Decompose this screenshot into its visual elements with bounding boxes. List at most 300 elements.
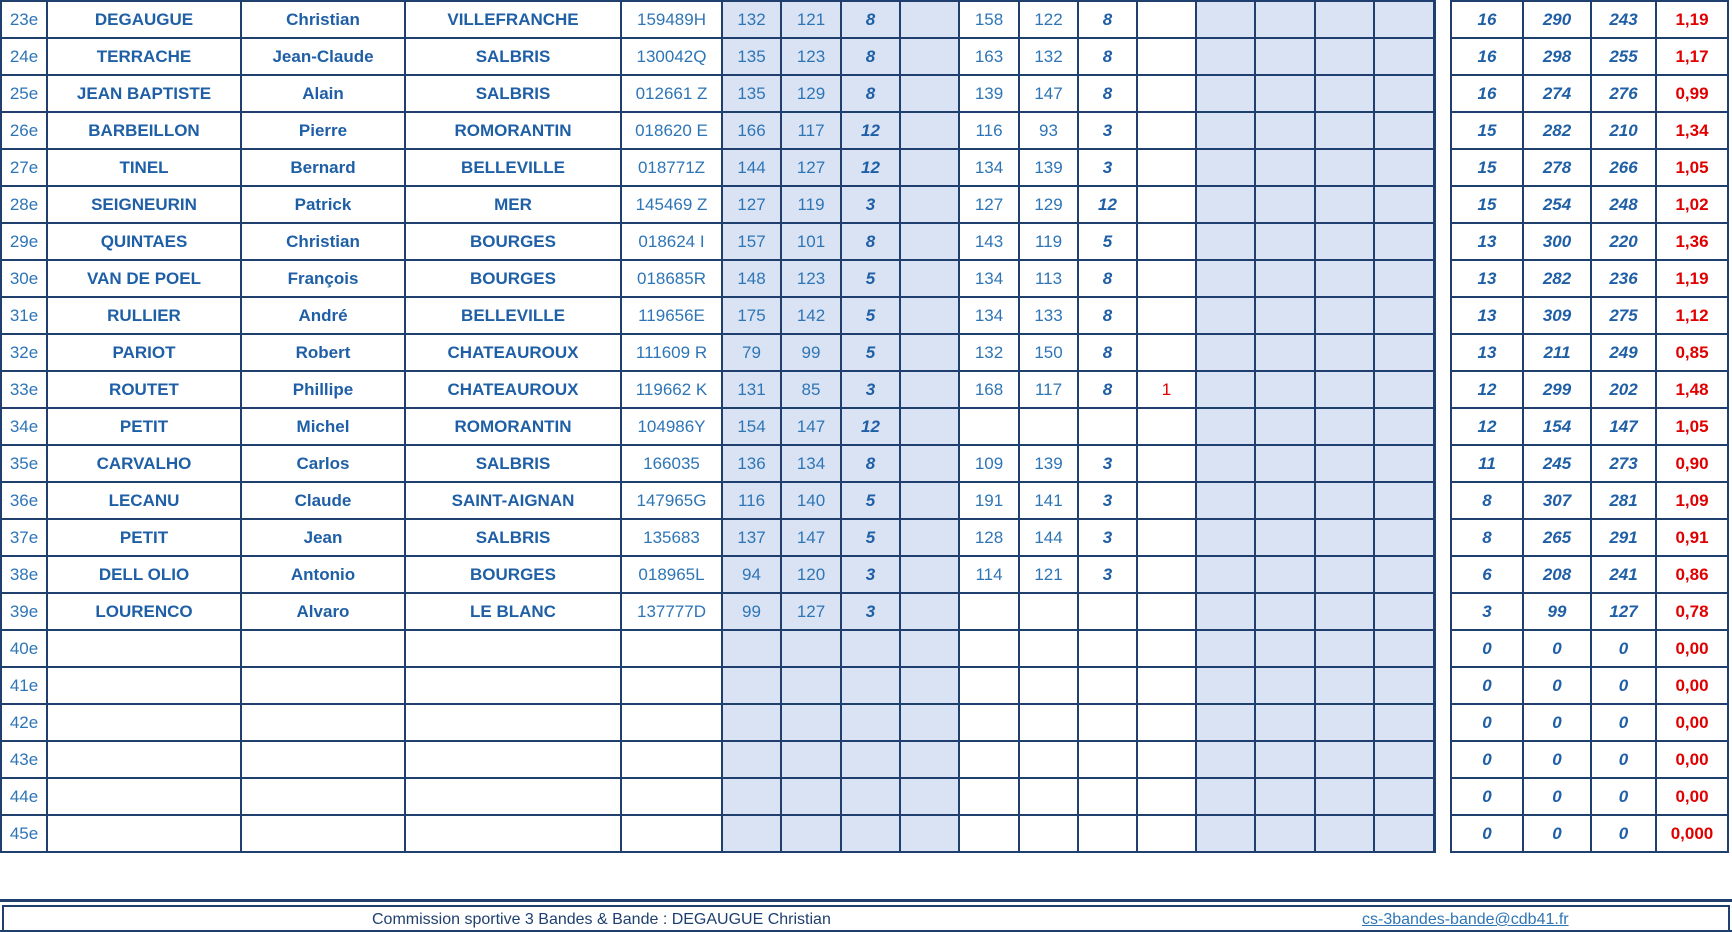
round3-empty-cell	[1315, 334, 1374, 371]
total-reprises-cell: 147	[1591, 408, 1656, 445]
separator-cell	[1434, 815, 1451, 852]
round3-empty-cell	[1255, 704, 1315, 741]
round1-match-points-cell	[841, 741, 900, 778]
round2-match-points-cell: 3	[1078, 482, 1137, 519]
average-cell: 0,78	[1656, 593, 1728, 630]
separator-cell	[1434, 186, 1451, 223]
round2-match-points-cell: 5	[1078, 223, 1137, 260]
club-cell	[405, 630, 621, 667]
round1-match-points-cell: 5	[841, 260, 900, 297]
separator-cell	[1434, 704, 1451, 741]
round1-reprises-cell: 117	[781, 112, 841, 149]
round1-match-points-cell: 12	[841, 408, 900, 445]
round1-reprises-cell: 127	[781, 149, 841, 186]
separator-cell	[1434, 778, 1451, 815]
round3-empty-cell	[1255, 778, 1315, 815]
total-reprises-cell: 0	[1591, 815, 1656, 852]
round3-empty-cell	[1196, 593, 1255, 630]
round3-empty-cell	[1315, 519, 1374, 556]
round1-points-cell	[722, 778, 781, 815]
marker-cell	[1137, 408, 1196, 445]
license-cell: 147965G	[621, 482, 722, 519]
round1-reprises-cell	[781, 778, 841, 815]
round3-empty-cell	[1255, 445, 1315, 482]
round1-reprises-cell: 129	[781, 75, 841, 112]
table-row	[1, 741, 1728, 778]
round3-empty-cell	[1196, 260, 1255, 297]
table-row	[1, 667, 1728, 704]
round1-reprises-cell	[781, 741, 841, 778]
round2-match-points-cell	[1078, 815, 1137, 852]
total-reprises-cell: 243	[1591, 1, 1656, 38]
player-firstname-cell: François	[241, 260, 405, 297]
round2-match-points-cell: 12	[1078, 186, 1137, 223]
table-row	[1, 149, 1728, 186]
total-points-cell: 274	[1523, 75, 1591, 112]
round3-empty-cell	[1196, 556, 1255, 593]
rank-cell: 38e	[1, 556, 47, 593]
round3-empty-cell	[1315, 260, 1374, 297]
player-firstname-cell: Robert	[241, 334, 405, 371]
rank-cell: 44e	[1, 778, 47, 815]
average-cell: 1,02	[1656, 186, 1728, 223]
round1-match-points-cell: 3	[841, 593, 900, 630]
player-name-cell: QUINTAES	[47, 223, 241, 260]
marker-cell	[1137, 630, 1196, 667]
round3-empty-cell	[1315, 186, 1374, 223]
average-cell: 0,00	[1656, 741, 1728, 778]
player-name-cell: CARVALHO	[47, 445, 241, 482]
license-cell: 018624 I	[621, 223, 722, 260]
club-cell: SALBRIS	[405, 445, 621, 482]
round1-reprises-cell: 140	[781, 482, 841, 519]
round1-reprises-cell: 121	[781, 1, 841, 38]
round3-empty-cell	[1374, 519, 1434, 556]
club-cell: ROMORANTIN	[405, 408, 621, 445]
player-name-cell: SEIGNEURIN	[47, 186, 241, 223]
total-points-cell: 265	[1523, 519, 1591, 556]
round3-empty-cell	[1374, 334, 1434, 371]
round3-empty-cell	[1196, 630, 1255, 667]
average-cell: 1,48	[1656, 371, 1728, 408]
table-row	[1, 593, 1728, 630]
round2-points-cell: 168	[959, 371, 1019, 408]
round3-empty-cell	[1315, 667, 1374, 704]
round3-empty-cell	[1374, 297, 1434, 334]
player-firstname-cell: Christian	[241, 1, 405, 38]
round1-match-points-cell	[841, 815, 900, 852]
total-match-points-cell: 0	[1451, 704, 1523, 741]
round1-reprises-cell	[781, 815, 841, 852]
total-points-cell: 99	[1523, 593, 1591, 630]
table-row	[1, 445, 1728, 482]
average-cell: 1,19	[1656, 260, 1728, 297]
license-cell: 119656E	[621, 297, 722, 334]
player-name-cell: TINEL	[47, 149, 241, 186]
round1-match-points-cell	[841, 667, 900, 704]
club-cell	[405, 815, 621, 852]
round2-reprises-cell: 133	[1019, 297, 1078, 334]
round1-empty-cell	[900, 1, 959, 38]
round1-empty-cell	[900, 75, 959, 112]
round2-match-points-cell	[1078, 667, 1137, 704]
round1-empty-cell	[900, 482, 959, 519]
license-cell: 018620 E	[621, 112, 722, 149]
round2-match-points-cell: 8	[1078, 1, 1137, 38]
round3-empty-cell	[1315, 112, 1374, 149]
table-row	[1, 112, 1728, 149]
round3-empty-cell	[1255, 297, 1315, 334]
average-cell: 0,00	[1656, 778, 1728, 815]
round2-match-points-cell: 8	[1078, 334, 1137, 371]
club-cell: MER	[405, 186, 621, 223]
round3-empty-cell	[1315, 704, 1374, 741]
total-reprises-cell: 281	[1591, 482, 1656, 519]
total-match-points-cell: 15	[1451, 112, 1523, 149]
round1-points-cell: 94	[722, 556, 781, 593]
marker-cell	[1137, 815, 1196, 852]
table-row	[1, 38, 1728, 75]
round3-empty-cell	[1374, 741, 1434, 778]
round3-empty-cell	[1374, 593, 1434, 630]
round2-points-cell	[959, 593, 1019, 630]
total-points-cell: 0	[1523, 741, 1591, 778]
round1-match-points-cell: 12	[841, 149, 900, 186]
footer-email-link[interactable]: cs-3bandes-bande@cdb41.fr	[1362, 911, 1569, 928]
round1-reprises-cell: 123	[781, 38, 841, 75]
total-match-points-cell: 16	[1451, 75, 1523, 112]
marker-cell	[1137, 1, 1196, 38]
total-reprises-cell: 236	[1591, 260, 1656, 297]
marker-cell	[1137, 556, 1196, 593]
round2-match-points-cell	[1078, 778, 1137, 815]
footer	[0, 899, 1732, 932]
player-name-cell: BARBEILLON	[47, 112, 241, 149]
round3-empty-cell	[1315, 815, 1374, 852]
round3-empty-cell	[1374, 186, 1434, 223]
total-reprises-cell: 0	[1591, 704, 1656, 741]
license-cell: 137777D	[621, 593, 722, 630]
player-name-cell: PETIT	[47, 519, 241, 556]
rank-cell: 37e	[1, 519, 47, 556]
rank-cell: 26e	[1, 112, 47, 149]
round1-empty-cell	[900, 778, 959, 815]
round3-empty-cell	[1255, 667, 1315, 704]
round3-empty-cell	[1374, 223, 1434, 260]
round1-match-points-cell	[841, 778, 900, 815]
round3-empty-cell	[1196, 186, 1255, 223]
rank-cell: 29e	[1, 223, 47, 260]
marker-cell	[1137, 75, 1196, 112]
round1-points-cell: 116	[722, 482, 781, 519]
round1-points-cell: 137	[722, 519, 781, 556]
round2-points-cell: 114	[959, 556, 1019, 593]
round2-reprises-cell: 129	[1019, 186, 1078, 223]
round1-points-cell: 175	[722, 297, 781, 334]
player-name-cell: LECANU	[47, 482, 241, 519]
player-name-cell	[47, 815, 241, 852]
round2-points-cell: 132	[959, 334, 1019, 371]
round2-points-cell: 158	[959, 1, 1019, 38]
round2-points-cell: 163	[959, 38, 1019, 75]
club-cell	[405, 667, 621, 704]
player-name-cell: ROUTET	[47, 371, 241, 408]
separator-cell	[1434, 38, 1451, 75]
license-cell	[621, 778, 722, 815]
total-match-points-cell: 3	[1451, 593, 1523, 630]
round1-match-points-cell: 5	[841, 519, 900, 556]
round1-reprises-cell: 120	[781, 556, 841, 593]
player-firstname-cell: Jean	[241, 519, 405, 556]
separator-cell	[1434, 223, 1451, 260]
rank-cell: 33e	[1, 371, 47, 408]
player-name-cell	[47, 630, 241, 667]
round3-empty-cell	[1196, 149, 1255, 186]
total-reprises-cell: 220	[1591, 223, 1656, 260]
round1-points-cell	[722, 815, 781, 852]
marker-cell	[1137, 260, 1196, 297]
round1-reprises-cell: 142	[781, 297, 841, 334]
round1-match-points-cell: 8	[841, 38, 900, 75]
total-reprises-cell: 273	[1591, 445, 1656, 482]
round3-empty-cell	[1315, 149, 1374, 186]
round2-points-cell	[959, 741, 1019, 778]
round2-match-points-cell	[1078, 704, 1137, 741]
rank-cell: 31e	[1, 297, 47, 334]
player-firstname-cell: Carlos	[241, 445, 405, 482]
round1-empty-cell	[900, 519, 959, 556]
separator-cell	[1434, 556, 1451, 593]
round1-empty-cell	[900, 704, 959, 741]
round1-empty-cell	[900, 408, 959, 445]
round2-match-points-cell: 3	[1078, 519, 1137, 556]
round3-empty-cell	[1196, 38, 1255, 75]
round1-match-points-cell: 5	[841, 482, 900, 519]
round3-empty-cell	[1255, 260, 1315, 297]
average-cell: 0,91	[1656, 519, 1728, 556]
total-reprises-cell: 0	[1591, 630, 1656, 667]
round1-reprises-cell	[781, 667, 841, 704]
round2-points-cell	[959, 408, 1019, 445]
round3-empty-cell	[1255, 223, 1315, 260]
rank-cell: 40e	[1, 630, 47, 667]
round2-match-points-cell: 8	[1078, 260, 1137, 297]
total-reprises-cell: 276	[1591, 75, 1656, 112]
club-cell: BOURGES	[405, 223, 621, 260]
license-cell: 135683	[621, 519, 722, 556]
total-points-cell: 0	[1523, 778, 1591, 815]
rank-cell: 39e	[1, 593, 47, 630]
total-match-points-cell: 16	[1451, 1, 1523, 38]
license-cell: 012661 Z	[621, 75, 722, 112]
round3-empty-cell	[1315, 556, 1374, 593]
separator-cell	[1434, 75, 1451, 112]
round3-empty-cell	[1255, 1, 1315, 38]
table-row	[1, 630, 1728, 667]
separator-cell	[1434, 112, 1451, 149]
total-match-points-cell: 11	[1451, 445, 1523, 482]
round1-points-cell	[722, 741, 781, 778]
round1-points-cell: 127	[722, 186, 781, 223]
round3-empty-cell	[1196, 334, 1255, 371]
license-cell: 166035	[621, 445, 722, 482]
round1-empty-cell	[900, 667, 959, 704]
round2-points-cell	[959, 704, 1019, 741]
round1-points-cell: 132	[722, 1, 781, 38]
total-points-cell: 0	[1523, 815, 1591, 852]
round3-empty-cell	[1315, 593, 1374, 630]
player-firstname-cell: Christian	[241, 223, 405, 260]
round1-empty-cell	[900, 297, 959, 334]
player-name-cell: PETIT	[47, 408, 241, 445]
rank-cell: 34e	[1, 408, 47, 445]
round3-empty-cell	[1196, 445, 1255, 482]
club-cell	[405, 704, 621, 741]
round1-match-points-cell: 8	[841, 75, 900, 112]
round2-reprises-cell	[1019, 408, 1078, 445]
total-match-points-cell: 16	[1451, 38, 1523, 75]
round1-empty-cell	[900, 112, 959, 149]
round2-match-points-cell: 8	[1078, 297, 1137, 334]
round3-empty-cell	[1315, 1, 1374, 38]
round2-points-cell: 116	[959, 112, 1019, 149]
round3-empty-cell	[1196, 297, 1255, 334]
table-row	[1, 556, 1728, 593]
average-cell: 0,85	[1656, 334, 1728, 371]
rank-cell: 27e	[1, 149, 47, 186]
club-cell: BELLEVILLE	[405, 297, 621, 334]
total-points-cell: 208	[1523, 556, 1591, 593]
total-match-points-cell: 0	[1451, 815, 1523, 852]
round1-match-points-cell: 3	[841, 186, 900, 223]
round3-empty-cell	[1196, 1, 1255, 38]
round2-match-points-cell: 3	[1078, 556, 1137, 593]
round3-empty-cell	[1374, 1, 1434, 38]
total-match-points-cell: 8	[1451, 519, 1523, 556]
round1-points-cell: 136	[722, 445, 781, 482]
separator-cell	[1434, 445, 1451, 482]
license-cell: 018965L	[621, 556, 722, 593]
table-row	[1, 297, 1728, 334]
player-firstname-cell: Bernard	[241, 149, 405, 186]
round1-points-cell: 99	[722, 593, 781, 630]
round3-empty-cell	[1255, 408, 1315, 445]
average-cell: 1,19	[1656, 1, 1728, 38]
total-points-cell: 290	[1523, 1, 1591, 38]
total-reprises-cell: 127	[1591, 593, 1656, 630]
round2-reprises-cell	[1019, 741, 1078, 778]
table-row	[1, 1, 1728, 38]
rank-cell: 23e	[1, 1, 47, 38]
round1-empty-cell	[900, 186, 959, 223]
round2-reprises-cell: 122	[1019, 1, 1078, 38]
round1-match-points-cell: 8	[841, 445, 900, 482]
round2-match-points-cell: 3	[1078, 445, 1137, 482]
table-row	[1, 371, 1728, 408]
total-match-points-cell: 15	[1451, 186, 1523, 223]
round1-empty-cell	[900, 38, 959, 75]
total-match-points-cell: 0	[1451, 630, 1523, 667]
total-points-cell: 282	[1523, 112, 1591, 149]
club-cell	[405, 741, 621, 778]
player-firstname-cell: Michel	[241, 408, 405, 445]
round2-match-points-cell	[1078, 408, 1137, 445]
round2-reprises-cell	[1019, 704, 1078, 741]
table-row	[1, 704, 1728, 741]
club-cell: VILLEFRANCHE	[405, 1, 621, 38]
marker-cell	[1137, 186, 1196, 223]
table-row	[1, 223, 1728, 260]
player-firstname-cell: Jean-Claude	[241, 38, 405, 75]
round3-empty-cell	[1196, 704, 1255, 741]
round3-empty-cell	[1196, 815, 1255, 852]
separator-cell	[1434, 667, 1451, 704]
total-points-cell: 0	[1523, 704, 1591, 741]
round1-reprises-cell	[781, 630, 841, 667]
round1-reprises-cell	[781, 704, 841, 741]
total-reprises-cell: 202	[1591, 371, 1656, 408]
total-match-points-cell: 8	[1451, 482, 1523, 519]
round3-empty-cell	[1255, 149, 1315, 186]
round2-reprises-cell: 141	[1019, 482, 1078, 519]
player-name-cell: LOURENCO	[47, 593, 241, 630]
round3-empty-cell	[1255, 630, 1315, 667]
round1-empty-cell	[900, 371, 959, 408]
round3-empty-cell	[1255, 371, 1315, 408]
rank-cell: 41e	[1, 667, 47, 704]
round3-empty-cell	[1374, 149, 1434, 186]
average-cell: 1,05	[1656, 408, 1728, 445]
round2-points-cell: 127	[959, 186, 1019, 223]
round1-empty-cell	[900, 149, 959, 186]
round2-reprises-cell: 147	[1019, 75, 1078, 112]
round2-reprises-cell: 113	[1019, 260, 1078, 297]
player-name-cell	[47, 778, 241, 815]
round2-match-points-cell	[1078, 630, 1137, 667]
round2-points-cell	[959, 630, 1019, 667]
player-name-cell: JEAN BAPTISTE	[47, 75, 241, 112]
total-match-points-cell: 12	[1451, 371, 1523, 408]
average-cell: 1,34	[1656, 112, 1728, 149]
round3-empty-cell	[1196, 778, 1255, 815]
player-firstname-cell: Patrick	[241, 186, 405, 223]
marker-cell	[1137, 112, 1196, 149]
total-points-cell: 307	[1523, 482, 1591, 519]
round3-empty-cell	[1374, 667, 1434, 704]
round3-empty-cell	[1255, 815, 1315, 852]
separator-cell	[1434, 260, 1451, 297]
round3-empty-cell	[1196, 741, 1255, 778]
total-match-points-cell: 13	[1451, 223, 1523, 260]
player-name-cell	[47, 667, 241, 704]
round1-match-points-cell: 3	[841, 371, 900, 408]
player-name-cell: VAN DE POEL	[47, 260, 241, 297]
round3-empty-cell	[1196, 519, 1255, 556]
marker-cell	[1137, 297, 1196, 334]
round3-empty-cell	[1315, 445, 1374, 482]
round3-empty-cell	[1255, 556, 1315, 593]
total-points-cell: 278	[1523, 149, 1591, 186]
total-points-cell: 0	[1523, 630, 1591, 667]
round2-match-points-cell: 8	[1078, 38, 1137, 75]
marker-cell	[1137, 482, 1196, 519]
round2-reprises-cell: 117	[1019, 371, 1078, 408]
license-cell	[621, 815, 722, 852]
round2-reprises-cell: 150	[1019, 334, 1078, 371]
round1-points-cell: 135	[722, 38, 781, 75]
round1-reprises-cell: 147	[781, 519, 841, 556]
round1-match-points-cell: 12	[841, 112, 900, 149]
